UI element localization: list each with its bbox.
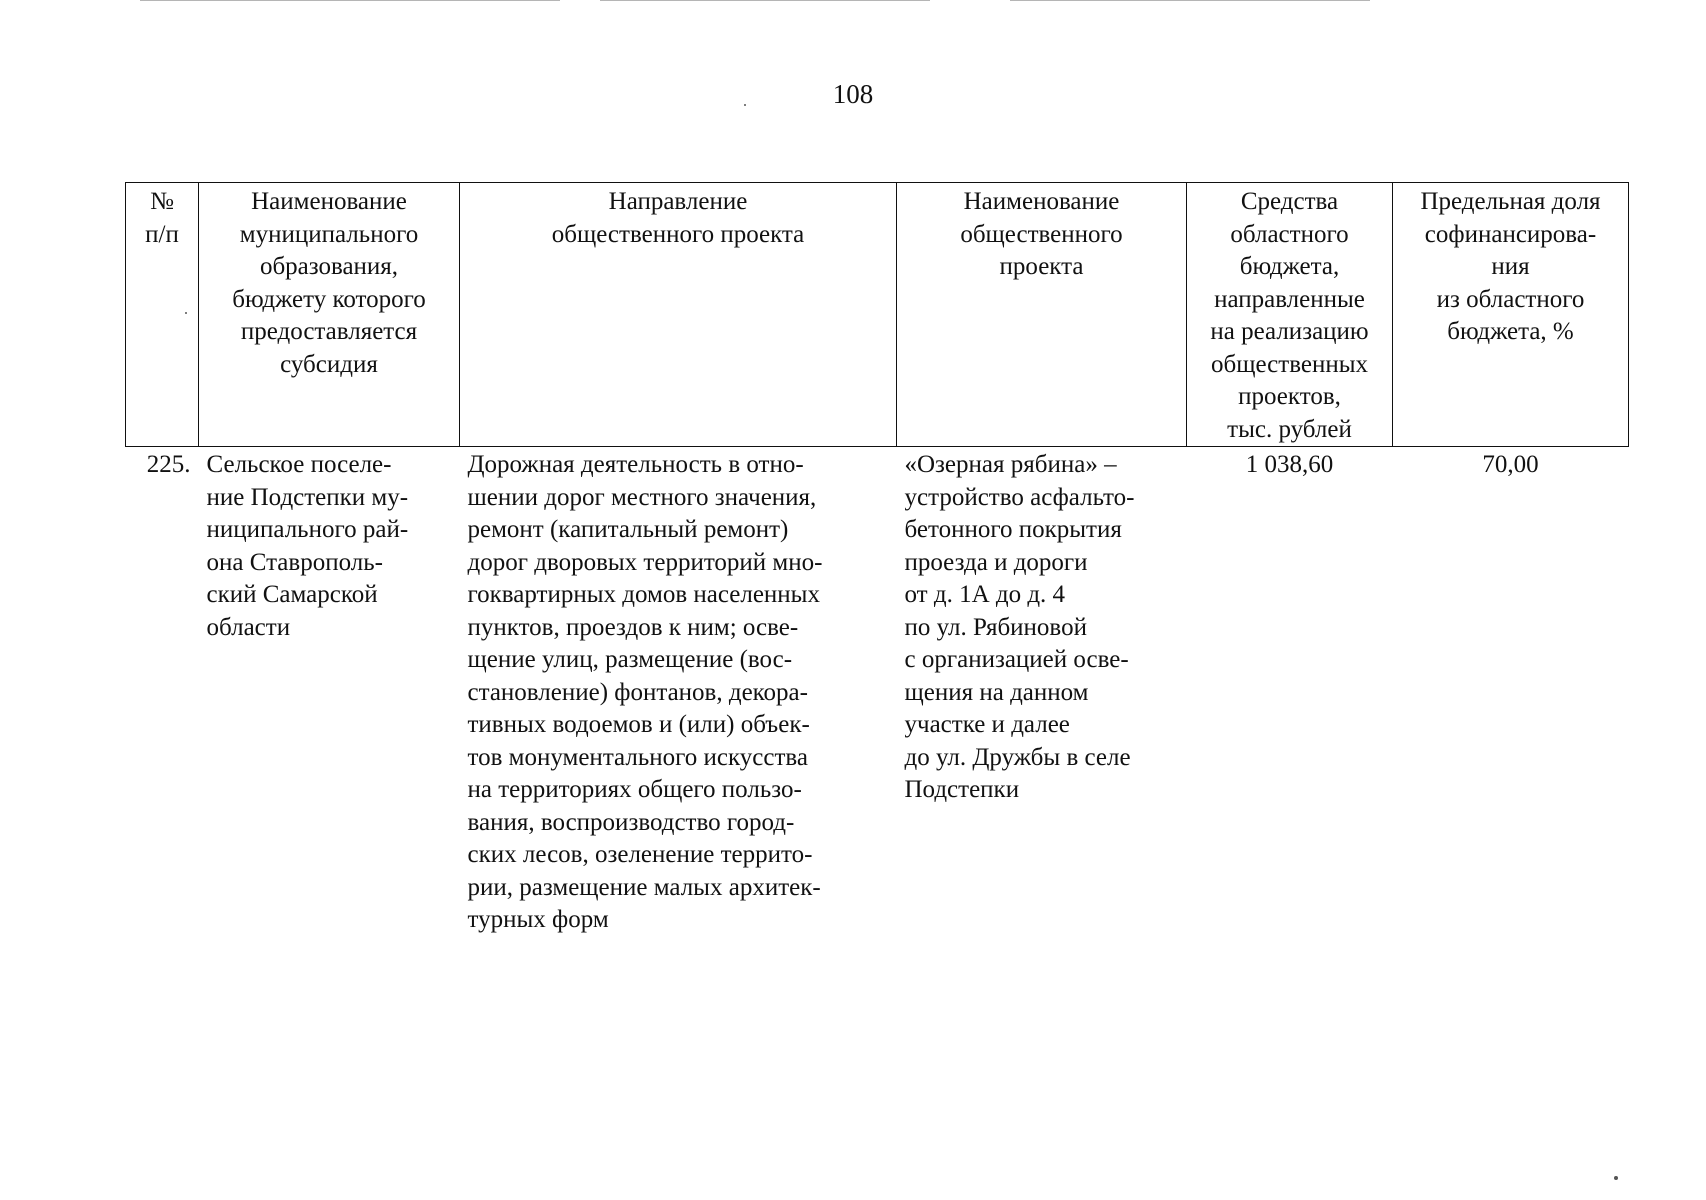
row-project-name: «Озерная рябина» – устройство асфальто- бетонного покрытия проезда и дороги от д. 1А до д. 4 по ул. Рябиновой с организацией осве- щения на данном участке и далее до ул. Дружбы в селе Подстепки bbox=[904, 451, 1135, 803]
scan-speck bbox=[1614, 1176, 1618, 1180]
subsidy-table bbox=[125, 182, 1629, 937]
header-num: № п/п bbox=[126, 183, 199, 447]
header-share: Предельная доля софинансирова- ния из областного бюджета, % bbox=[1393, 183, 1629, 447]
row-share: 70,00 bbox=[1482, 451, 1539, 478]
scan-edge-line bbox=[1010, 0, 1370, 1]
scan-edge-line bbox=[140, 0, 560, 1]
scan-edge-line bbox=[600, 0, 930, 1]
row-num: 225. bbox=[146, 451, 191, 478]
row-municipality: Сельское поселе- ние Подстепки му- ниципального рай- она Ставрополь- ский Самарской области bbox=[206, 451, 409, 641]
header-project-name: Наименование общественного проекта bbox=[897, 183, 1187, 447]
row-direction: Дорожная деятельность в отно- шении дорог местного значения, ремонт (капитальный ремонт) дорог дворовых территорий мно- гоквартирных домов населенных пунктов, проездов к ним; осве- щение улиц, размещение (вос- становление) фонтанов, декора- тивных водоемов и (или) объек- тов монументального искусства на территориях общего пользо- вания, воспроизводство город- ских лесов, озеленение террито- рии, размещение малых архитек- турных форм bbox=[467, 451, 823, 933]
table-header-row bbox=[126, 183, 1629, 447]
header-funds: Средства областного бюджета, направленные на реализацию общественных проектов, тыс. рублей bbox=[1187, 183, 1393, 447]
page-number: 108 bbox=[832, 79, 874, 109]
row-funds: 1 038,60 bbox=[1245, 451, 1334, 478]
header-direction: Направление общественного проекта bbox=[460, 183, 897, 447]
header-municipality: Наименование муниципального образования, бюджету которого предоставляется субсидия bbox=[199, 183, 460, 447]
table-row bbox=[126, 447, 1629, 937]
